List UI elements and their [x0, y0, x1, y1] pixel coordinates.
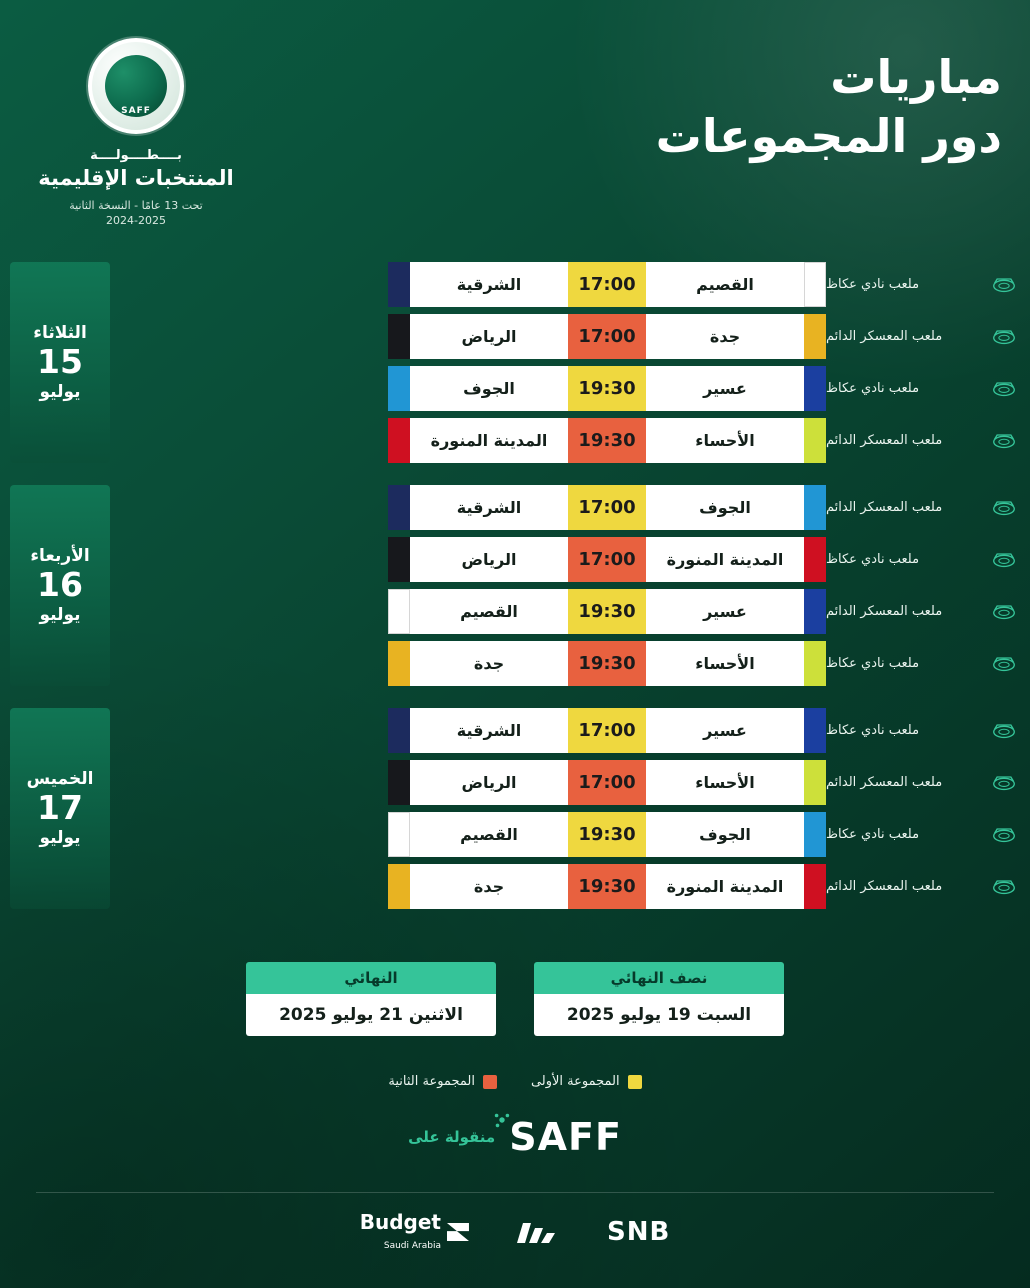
away-team-flag: [804, 314, 826, 359]
venue-label: ملعب نادي عكاظ: [826, 723, 920, 738]
match-time: [568, 641, 646, 686]
match-venue: [826, 366, 1030, 411]
stadium-icon: [992, 774, 1016, 792]
match-row: [136, 366, 1030, 411]
match-venue: [826, 708, 1030, 753]
match-time-label: 19:30: [578, 378, 636, 399]
knockout-date: السبت 19 يوليو 2025: [534, 994, 784, 1036]
away-team-name: الأحساء: [695, 431, 755, 450]
venue-label: ملعب نادي عكاظ: [826, 277, 920, 292]
knockout-date: الاثنين 21 يوليو 2025: [246, 994, 496, 1036]
match-venue: [826, 589, 1030, 634]
match-row: [136, 641, 1030, 686]
away-team: [646, 812, 826, 857]
match-time-label: 19:30: [578, 601, 636, 622]
away-team-flag: [804, 864, 826, 909]
away-team-name: المدينة المنورة: [666, 877, 784, 896]
page-title: [656, 48, 1002, 166]
match-time: [568, 708, 646, 753]
match-time: [568, 864, 646, 909]
home-team-flag: [388, 589, 410, 634]
home-team-flag: [388, 760, 410, 805]
match-venue: [826, 314, 1030, 359]
knockout-card: [246, 962, 496, 1036]
day-month: يوليو: [39, 604, 81, 625]
home-team-flag: [388, 708, 410, 753]
day-number: 17: [37, 788, 83, 828]
match-row: [136, 537, 1030, 582]
footer-divider: [36, 1192, 994, 1193]
logo-line-4: 2024-2025: [106, 214, 166, 227]
match-row: [136, 812, 1030, 857]
legend-color-swatch: [628, 1075, 642, 1089]
match-row: [136, 864, 1030, 909]
home-team: [388, 864, 568, 909]
away-team: [646, 418, 826, 463]
day-match-list: [136, 262, 1030, 463]
venue-label: ملعب نادي عكاظ: [826, 827, 920, 842]
away-team: [646, 760, 826, 805]
match-venue: [826, 537, 1030, 582]
match-venue: [826, 864, 1030, 909]
venue-label: ملعب المعسكر الدائم: [826, 604, 943, 619]
home-team: [388, 262, 568, 307]
venue-label: ملعب المعسكر الدائم: [826, 775, 943, 790]
match-time: [568, 262, 646, 307]
away-team-flag: [804, 262, 826, 307]
match-time-label: 19:30: [578, 653, 636, 674]
home-team: [388, 708, 568, 753]
match-time: [568, 760, 646, 805]
day-match-list: [136, 708, 1030, 909]
stadium-icon: [992, 551, 1016, 569]
match-time: [568, 485, 646, 530]
away-team: [646, 589, 826, 634]
home-team-flag: [388, 641, 410, 686]
home-team-name: الرياض: [461, 550, 517, 569]
home-team-flag: [388, 812, 410, 857]
home-team-flag: [388, 366, 410, 411]
home-team: [388, 485, 568, 530]
stadium-icon: [992, 276, 1016, 294]
away-team-name: عسير: [703, 602, 747, 621]
match-row: [136, 760, 1030, 805]
title-line-2: دور المجموعات: [655, 108, 1002, 163]
away-team-name: المدينة المنورة: [666, 550, 784, 569]
home-team: [388, 537, 568, 582]
match-time: [568, 418, 646, 463]
home-team: [388, 418, 568, 463]
home-team-name: القصيم: [460, 825, 518, 844]
home-team: [388, 366, 568, 411]
home-team-name: القصيم: [460, 602, 518, 621]
venue-label: ملعب المعسكر الدائم: [826, 433, 943, 448]
home-team-name: جدة: [473, 877, 505, 896]
day-date-box: [10, 262, 110, 463]
venue-label: ملعب المعسكر الدائم: [826, 329, 943, 344]
away-team-flag: [804, 760, 826, 805]
away-team-flag: [804, 708, 826, 753]
budget-logo-sub: Saudi Arabia: [383, 1241, 441, 1251]
day-date-box: [10, 485, 110, 686]
match-time: [568, 812, 646, 857]
sponsor-budget: [360, 1212, 469, 1252]
saff-mark-icon: [493, 1111, 511, 1129]
home-team-flag: [388, 418, 410, 463]
away-team: [646, 262, 826, 307]
away-team: [646, 641, 826, 686]
home-team: [388, 812, 568, 857]
home-team-flag: [388, 262, 410, 307]
sponsor-bar: [0, 1212, 1030, 1252]
away-team-name: عسير: [703, 721, 747, 740]
venue-label: ملعب نادي عكاظ: [826, 381, 920, 396]
day-name: الثلاثاء: [33, 323, 87, 344]
away-team: [646, 537, 826, 582]
day-name: الأربعاء: [30, 546, 90, 567]
sponsor-snb: [607, 1217, 670, 1247]
title-line-1: مباريات: [830, 50, 1002, 104]
match-venue: [826, 418, 1030, 463]
match-time: [568, 589, 646, 634]
away-team-name: الجوف: [699, 825, 751, 844]
broadcast-info: [0, 1115, 1030, 1159]
venue-label: ملعب نادي عكاظ: [826, 656, 920, 671]
match-row: [136, 262, 1030, 307]
away-team-name: الأحساء: [695, 773, 755, 792]
home-team: [388, 589, 568, 634]
legend-label: المجموعة الثانية: [388, 1074, 475, 1089]
away-team: [646, 314, 826, 359]
home-team-name: الشرقية: [456, 498, 522, 517]
home-team-name: جدة: [473, 654, 505, 673]
home-team-flag: [388, 537, 410, 582]
venue-label: ملعب المعسكر الدائم: [826, 500, 943, 515]
away-team: [646, 864, 826, 909]
stadium-icon: [992, 655, 1016, 673]
home-team-flag: [388, 485, 410, 530]
away-team-flag: [804, 589, 826, 634]
knockout-title: نصف النهائي: [534, 962, 784, 994]
home-team-flag: [388, 864, 410, 909]
legend-item: [531, 1074, 642, 1089]
stadium-icon: [992, 380, 1016, 398]
home-team-flag: [388, 314, 410, 359]
match-time: [568, 314, 646, 359]
match-row: [136, 418, 1030, 463]
broadcast-channel: SAFF: [509, 1115, 622, 1159]
home-team-name: الرياض: [461, 773, 517, 792]
home-team: [388, 641, 568, 686]
away-team-name: جدة: [709, 327, 741, 346]
away-team-name: عسير: [703, 379, 747, 398]
saff-crest-icon: [88, 38, 184, 134]
match-schedule: [0, 262, 1030, 931]
knockout-stage: [0, 962, 1030, 1036]
stadium-icon: [992, 432, 1016, 450]
tournament-logo: [36, 38, 236, 227]
crest-text: SAFF: [121, 106, 151, 116]
away-team-name: القصيم: [696, 275, 754, 294]
match-row: [136, 314, 1030, 359]
snb-logo-text: SNB: [606, 1217, 671, 1247]
knockout-card: [534, 962, 784, 1036]
match-time-label: 17:00: [578, 549, 636, 570]
day-month: يوليو: [39, 381, 81, 402]
match-time-label: 17:00: [578, 497, 636, 518]
stadium-icon: [992, 328, 1016, 346]
match-time-label: 17:00: [578, 720, 636, 741]
away-team-flag: [804, 641, 826, 686]
away-team-flag: [804, 418, 826, 463]
away-team-flag: [804, 485, 826, 530]
match-time-label: 17:00: [578, 274, 636, 295]
home-team-name: المدينة المنورة: [430, 431, 548, 450]
budget-logo-text: Budget: [359, 1210, 441, 1234]
home-team-name: الجوف: [463, 379, 515, 398]
home-team: [388, 314, 568, 359]
day-month: يوليو: [39, 827, 81, 848]
legend-label: المجموعة الأولى: [530, 1074, 620, 1089]
match-time-label: 19:30: [578, 824, 636, 845]
stadium-icon: [992, 878, 1016, 896]
home-team: [388, 760, 568, 805]
day-number: 15: [37, 342, 83, 382]
match-row: [136, 708, 1030, 753]
broadcast-label: منقولة على: [408, 1128, 496, 1146]
home-team-name: الرياض: [461, 327, 517, 346]
match-venue: [826, 760, 1030, 805]
saff-channel-logo: [509, 1115, 622, 1159]
match-venue: [826, 641, 1030, 686]
legend-item: [388, 1074, 497, 1089]
away-team: [646, 708, 826, 753]
match-time-label: 17:00: [578, 772, 636, 793]
stadium-icon: [992, 826, 1016, 844]
logo-line-3: تحت 13 عامًا - النسخة الثانية: [69, 199, 203, 212]
logo-line-2: المنتخبات الإقليمية: [38, 166, 234, 190]
stadium-icon: [992, 499, 1016, 517]
sponsor-adidas: [515, 1219, 561, 1245]
venue-label: ملعب المعسكر الدائم: [826, 879, 943, 894]
day-group: [0, 708, 1030, 909]
match-venue: [826, 812, 1030, 857]
day-group: [0, 485, 1030, 686]
match-time: [568, 366, 646, 411]
match-row: [136, 589, 1030, 634]
day-group: [0, 262, 1030, 463]
logo-line-1: بــــطــــولــــة: [90, 148, 182, 163]
home-team-name: الشرقية: [456, 275, 522, 294]
group-legend: [0, 1074, 1030, 1089]
match-row: [136, 485, 1030, 530]
match-venue: [826, 485, 1030, 530]
stadium-icon: [992, 603, 1016, 621]
match-time-label: 19:30: [578, 430, 636, 451]
away-team-name: الأحساء: [695, 654, 755, 673]
knockout-title: النهائي: [246, 962, 496, 994]
stadium-icon: [992, 722, 1016, 740]
away-team-flag: [804, 537, 826, 582]
match-time: [568, 537, 646, 582]
budget-mark-icon: [447, 1223, 469, 1241]
match-time-label: 17:00: [578, 326, 636, 347]
away-team-flag: [804, 366, 826, 411]
day-number: 16: [37, 565, 83, 605]
legend-color-swatch: [483, 1075, 497, 1089]
venue-label: ملعب نادي عكاظ: [826, 552, 920, 567]
match-venue: [826, 262, 1030, 307]
away-team-name: الجوف: [699, 498, 751, 517]
day-match-list: [136, 485, 1030, 686]
away-team: [646, 366, 826, 411]
day-name: الخميس: [26, 769, 94, 790]
header: [0, 0, 1030, 255]
day-date-box: [10, 708, 110, 909]
away-team-flag: [804, 812, 826, 857]
away-team: [646, 485, 826, 530]
adidas-stripes-icon: [515, 1219, 561, 1245]
match-time-label: 19:30: [578, 876, 636, 897]
home-team-name: الشرقية: [456, 721, 522, 740]
